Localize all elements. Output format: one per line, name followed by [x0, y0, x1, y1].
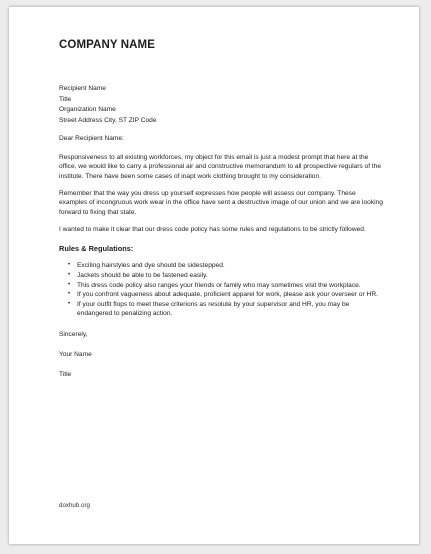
recipient-name: Recipient Name [59, 85, 106, 92]
rules-heading: Rules & Regulations: [59, 244, 134, 254]
rule-text: If your outfit flops to meet these criterions as resolute by your supervisor and HR, you may be endangered to penalizing action. [77, 300, 350, 318]
recipient-organization: Organization Name [59, 106, 116, 113]
recipient-address: Street Address City, ST ZIP Code [59, 116, 157, 124]
rule-item [59, 281, 384, 291]
rule-text: Jackets should be able to be fastened easily. [77, 272, 208, 280]
rule-text: If you confront vagueness about adequate, proficient apparel for work, please ask your overseer or HR. [77, 291, 378, 299]
footer-source: doxhub.org [59, 502, 90, 509]
bullet-icon: • [68, 291, 71, 298]
letter-page [9, 7, 419, 544]
closing: Sincerely, [59, 330, 88, 338]
body-paragraph-1: Responsiveness to all existing workforces, my object for this email is just a modest prompt that here at the office, we would like to carry a professional air and constructive memorandum to all prospective regulars of the institute. There have been some cases of inapt work clothing brought to my consideration. [59, 153, 382, 180]
recipient-block [59, 84, 384, 126]
company-name: COMPANY NAME [59, 39, 155, 51]
rules-list [59, 261, 384, 319]
sender-name: Your Name [59, 350, 92, 358]
rule-item [59, 290, 384, 300]
recipient-title: Title [59, 95, 72, 103]
rule-item [59, 271, 384, 281]
sender-title: Title [59, 370, 72, 378]
letter-content [59, 39, 384, 390]
rule-text: Exciting hairstyles and dye should be sidestepped. [77, 262, 225, 270]
bullet-icon: • [68, 262, 71, 269]
salutation: Dear Recipient Name: [59, 135, 124, 142]
bullet-icon: • [68, 272, 71, 279]
bullet-icon: • [68, 300, 71, 307]
body-paragraph-3: I wanted to make it clear that our dress code policy has some rules and regulations to be strictly followed. [59, 225, 366, 233]
rule-text: This dress code policy also ranges your friends or family who may sometimes visit the workplace. [77, 281, 361, 289]
bullet-icon: • [68, 281, 71, 288]
body-paragraph-2: Remember that the way you dress up yourself expresses how people will assess our company. These examples of incongruous work wear in the office have sent a destructive image of our union and we are looking forward to fixing that state. [59, 189, 383, 217]
rule-item [59, 261, 384, 271]
rule-item [59, 300, 384, 319]
